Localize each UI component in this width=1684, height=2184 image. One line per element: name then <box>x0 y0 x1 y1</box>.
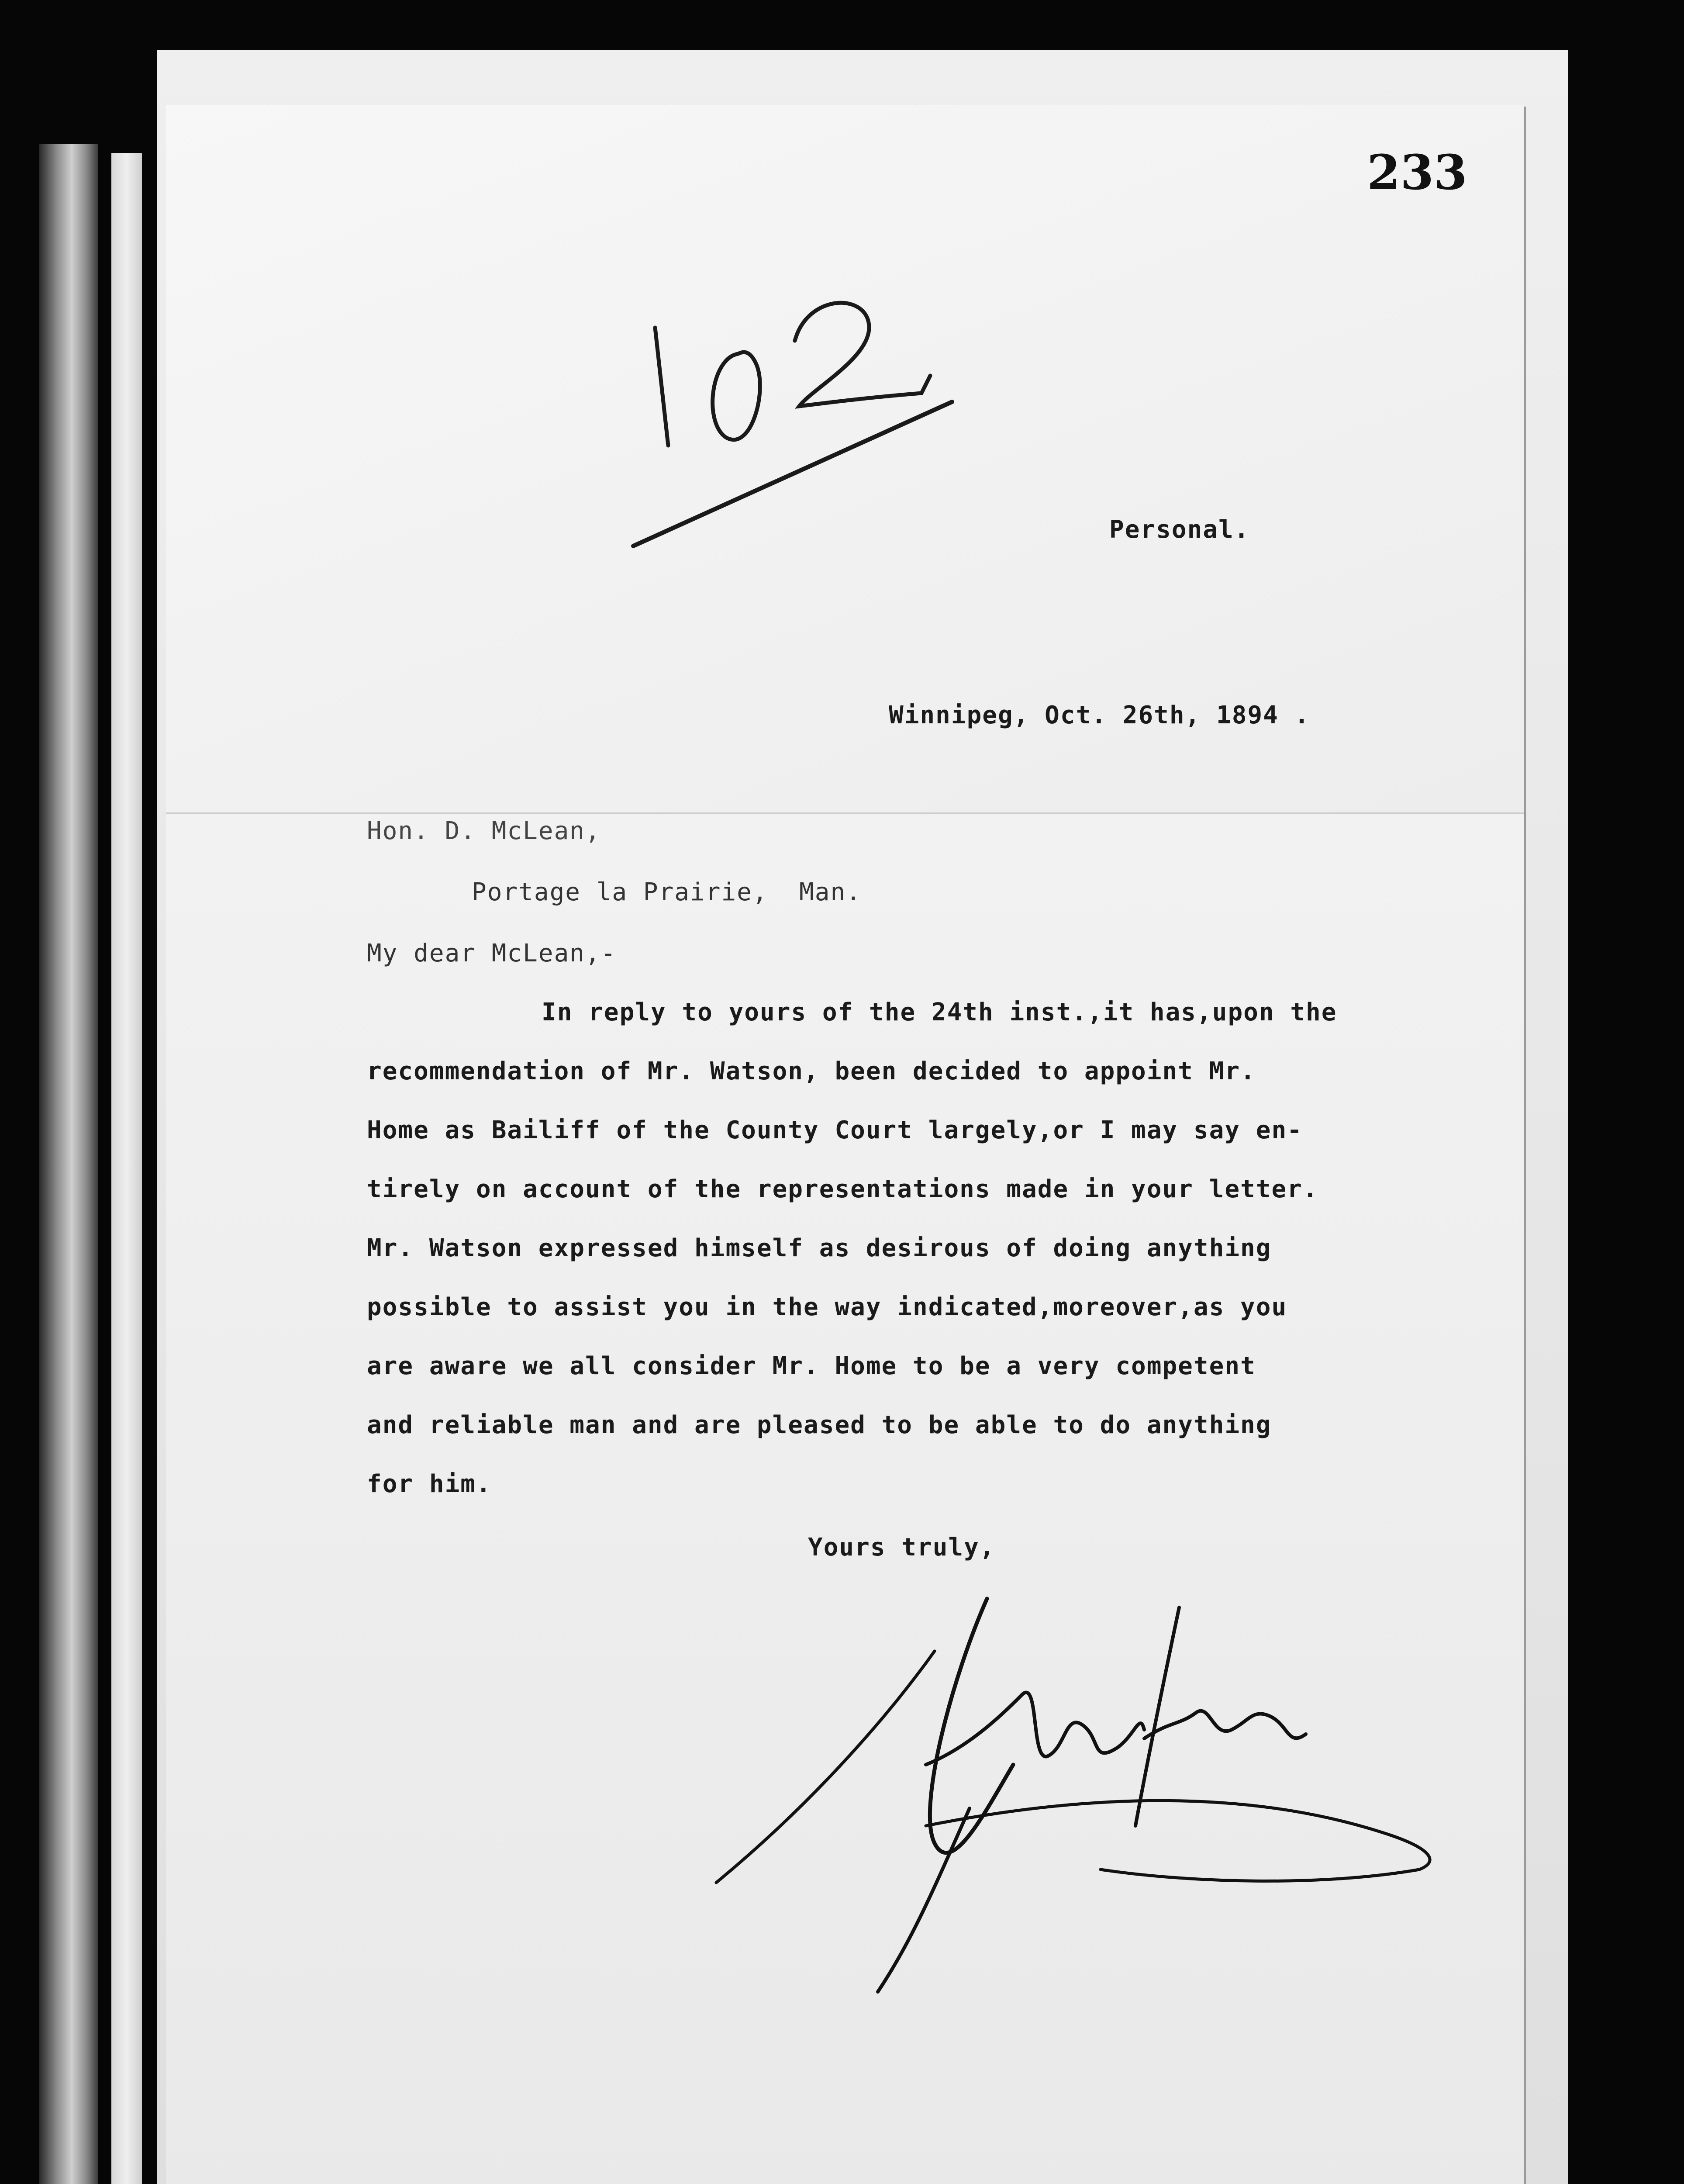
handwritten-file-number <box>625 275 974 581</box>
adjacent-sheet-edge <box>39 144 98 2184</box>
body-line-4: tirely on account of the representations made in your letter. <box>367 1175 1318 1203</box>
closing: Yours truly, <box>808 1533 995 1562</box>
body-line-9: for him. <box>367 1470 492 1498</box>
body-line-6: possible to assist you in the way indicated,moreover,as you <box>367 1293 1287 1321</box>
body-line-1: In reply to yours of the 24th inst.,it has,upon the <box>542 998 1337 1026</box>
body-line-7: are aware we all consider Mr. Home to be a very competent <box>367 1352 1256 1380</box>
body-line-2: recommendation of Mr. Watson, been decided to appoint Mr. <box>367 1057 1256 1085</box>
addressee-location: Portage la Prairie, Man. <box>472 878 862 906</box>
adjacent-sheet-edge-inner <box>111 153 142 2184</box>
page-number: 233 <box>1367 144 1467 200</box>
letter-heading: Personal. <box>1109 515 1250 544</box>
addressee-name: Hon. D. McLean, <box>367 817 601 845</box>
body-line-3: Home as Bailiff of the County Court largely,or I may say en- <box>367 1116 1303 1144</box>
place-date: Winnipeg, Oct. 26th, 1894 . <box>889 701 1310 729</box>
body-line-8: and reliable man and are pleased to be able to do anything <box>367 1411 1272 1439</box>
body-line-5: Mr. Watson expressed himself as desirous of doing anything <box>367 1234 1272 1262</box>
handwritten-signature <box>707 1581 1494 2018</box>
salutation: My dear McLean,- <box>367 939 617 968</box>
